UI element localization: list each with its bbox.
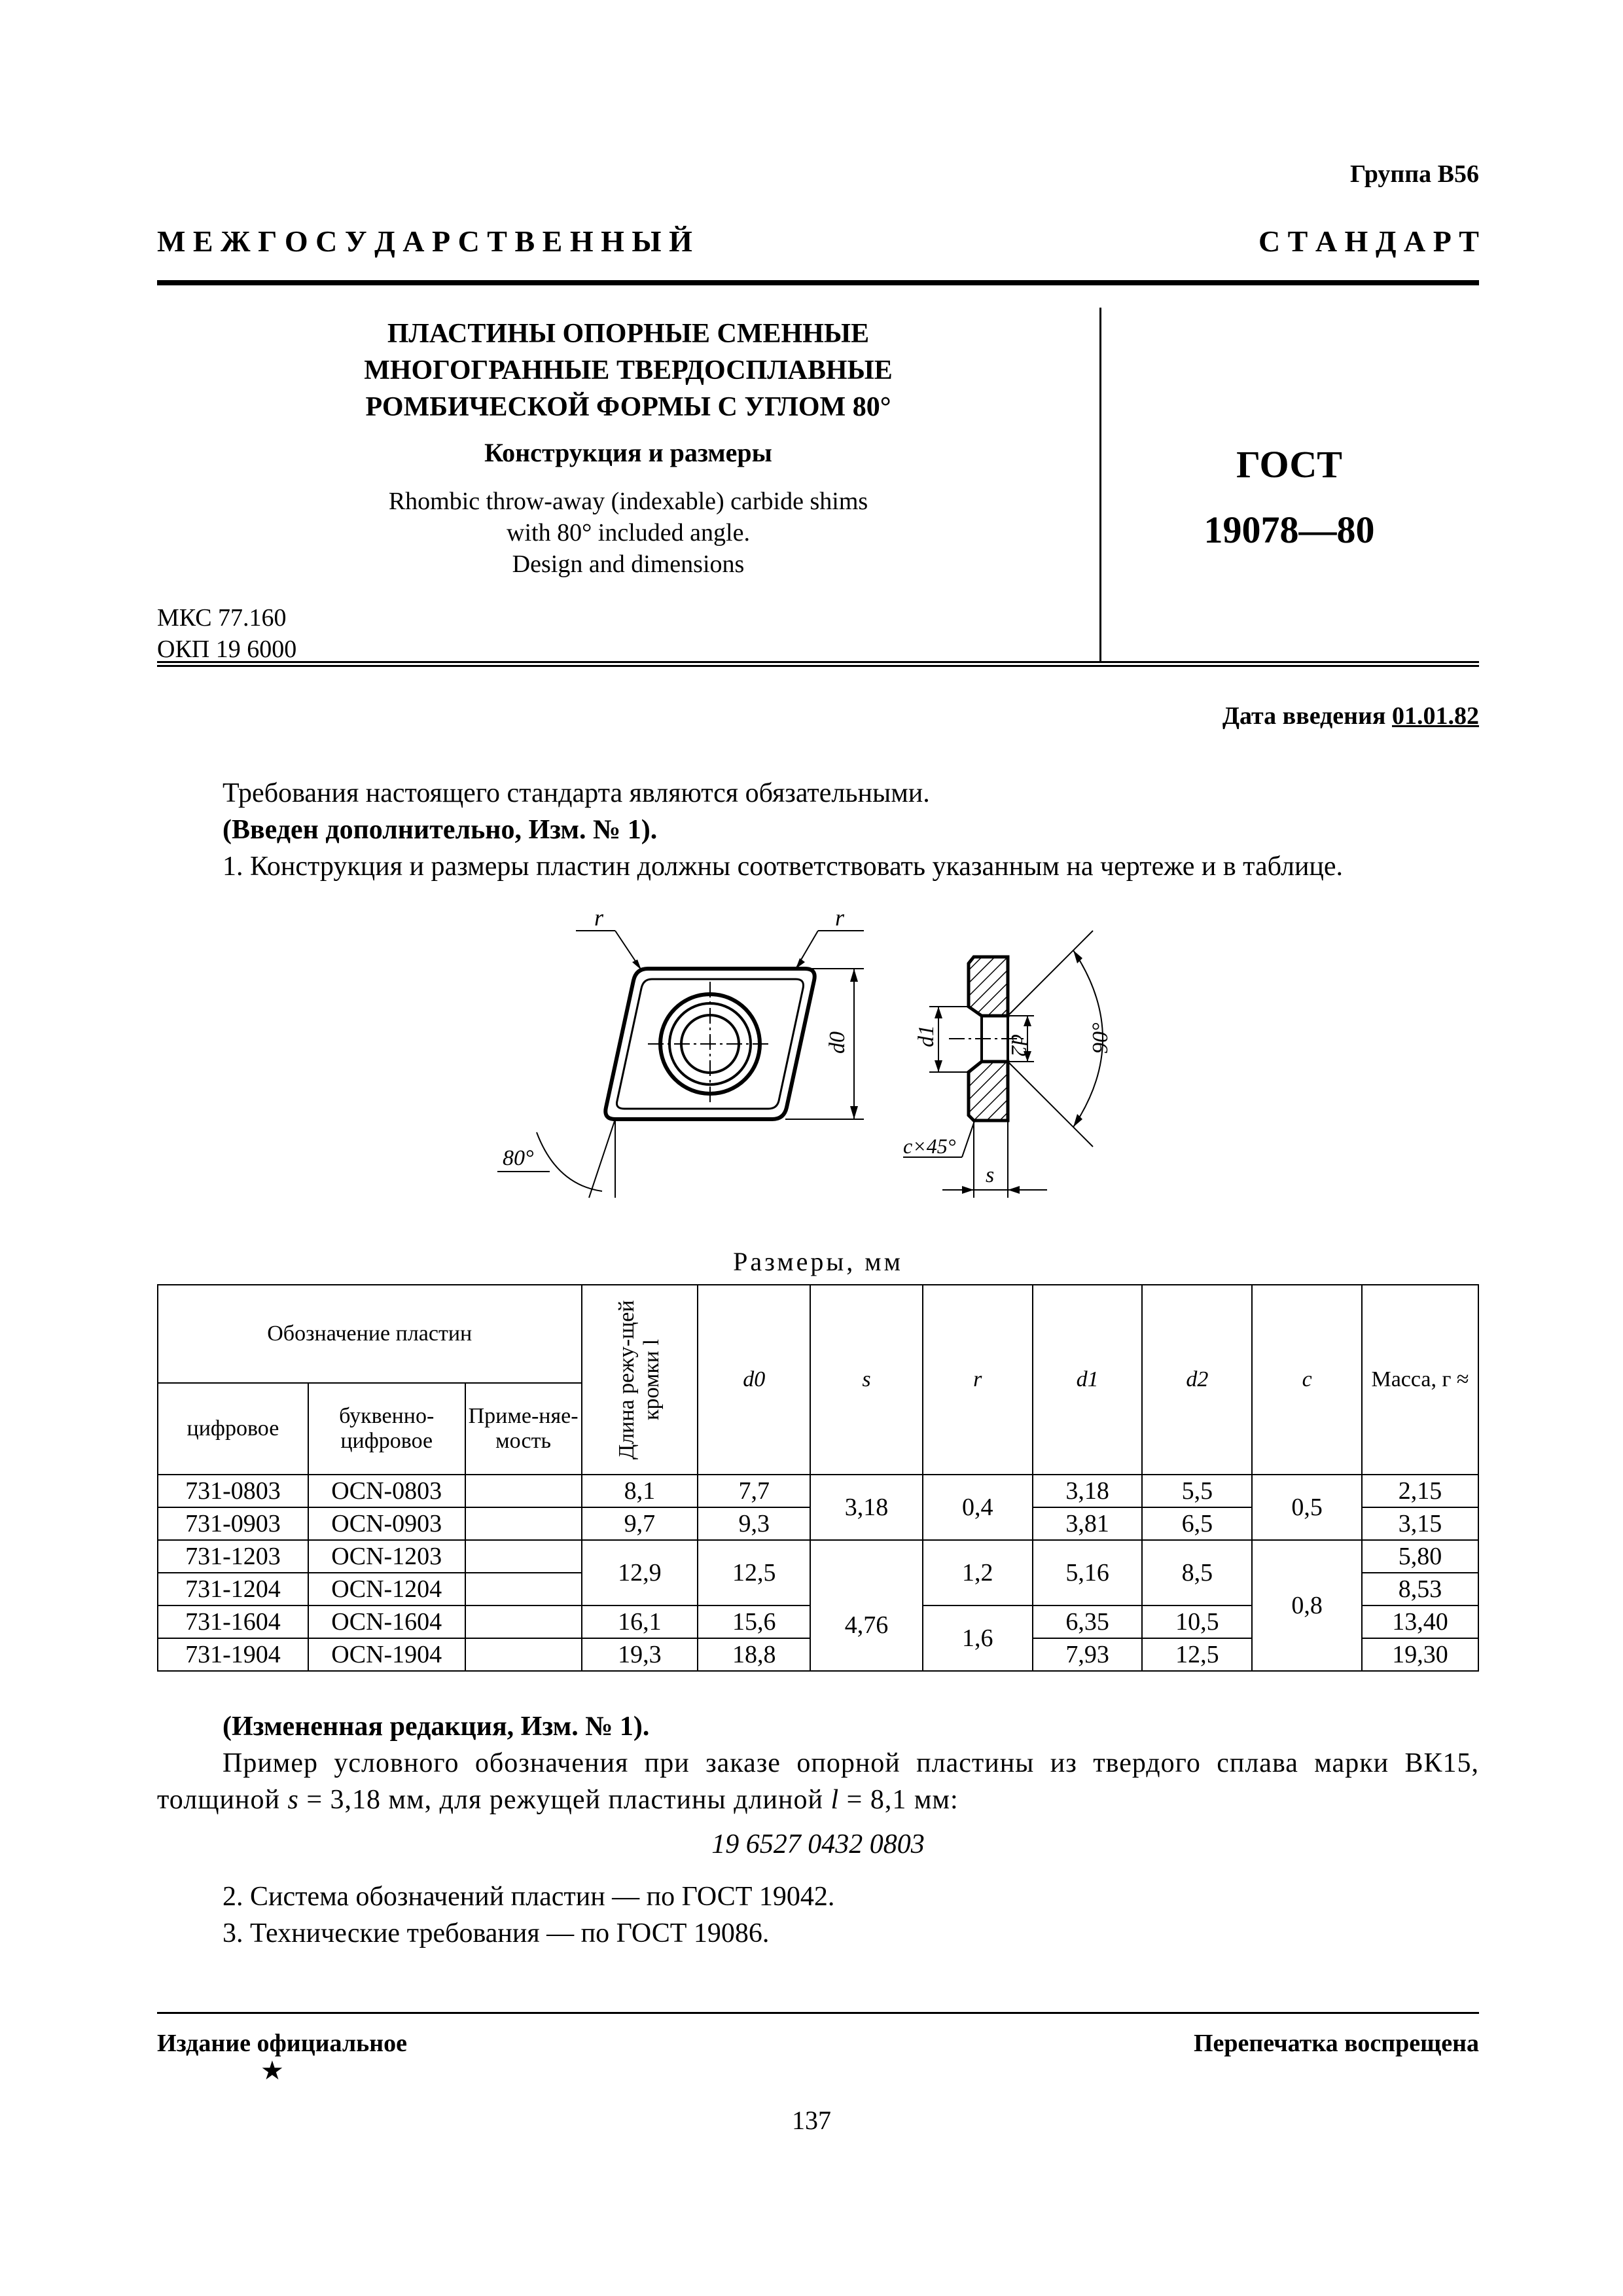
- document-title: [268, 315, 988, 425]
- header-rule: [157, 280, 1479, 285]
- header-digital: цифровое: [158, 1383, 308, 1475]
- label-angle-80: 80°: [503, 1146, 534, 1170]
- document-subtitle: Конструкция и размеры: [484, 438, 772, 467]
- header-bottom-rule: [157, 661, 1479, 667]
- gost-label: ГОСТ: [1236, 443, 1342, 486]
- paragraph-clause-1: 1. Конструкция и размеры пластин должны соответствовать указанным на чертеже и в таблице.: [223, 852, 1344, 882]
- classification-codes: [157, 602, 296, 665]
- cell-mass: 13,40: [1362, 1605, 1478, 1638]
- table-row: [158, 1475, 1478, 1507]
- cell-d0: 18,8: [698, 1638, 810, 1671]
- group-code: Группа В56: [1349, 160, 1479, 188]
- cell-d0: 15,6: [698, 1605, 810, 1638]
- header-d2: d2: [1142, 1285, 1252, 1475]
- english-title: [268, 486, 988, 580]
- plate-front-view: [605, 969, 814, 1119]
- cell-l: 19,3: [582, 1638, 698, 1671]
- label-chamfer: c×45°: [903, 1134, 956, 1158]
- technical-drawing: [484, 897, 1139, 1237]
- paragraph-example: [157, 1745, 1479, 1818]
- cell-alnum: OCN-0903: [308, 1507, 465, 1540]
- date-value: 01.01.82: [1392, 702, 1479, 730]
- paragraph-mandatory: Требования настоящего стандарта являются обязательными.: [223, 778, 930, 808]
- cell-d0: 7,7: [698, 1475, 810, 1507]
- cell-alnum: OCN-1204: [308, 1573, 465, 1605]
- title-line-1: ПЛАСТИНЫ ОПОРНЫЕ СМЕННЫЕ: [387, 319, 870, 349]
- label-r-left: r: [594, 905, 604, 931]
- example-designation: 19 6527 0432 0803: [711, 1829, 925, 1859]
- dimensions-table: [157, 1284, 1479, 1672]
- footer-rule: [157, 2012, 1479, 2014]
- header-applicability: Приме-няе-мость: [465, 1383, 582, 1475]
- cell-applicability: [465, 1475, 582, 1507]
- radius-leaders: [576, 905, 864, 970]
- header-r: r: [923, 1285, 1033, 1475]
- cell-c: 0,5: [1252, 1475, 1362, 1540]
- example-text-c: = 8,1 мм:: [839, 1785, 959, 1815]
- cell-l: 9,7: [582, 1507, 698, 1540]
- paragraph-clause-2: 2. Система обозначений пластин — по ГОСТ 19042.: [223, 1882, 835, 1912]
- cell-alnum: OCN-0803: [308, 1475, 465, 1507]
- gost-number: 19078—80: [1204, 509, 1375, 551]
- cell-digital: 731-1904: [158, 1638, 308, 1671]
- header-d1: d1: [1033, 1285, 1143, 1475]
- cell-digital: 731-0803: [158, 1475, 308, 1507]
- cell-alnum: OCN-1904: [308, 1638, 465, 1671]
- header-cutting-length-text: Длина режу-щей кромки l: [615, 1300, 664, 1460]
- banner-word-2: С Т А Н Д А Р Т: [1258, 224, 1479, 258]
- cell-s: [810, 1540, 923, 1671]
- star-icon: ★: [260, 2056, 284, 2085]
- banner-word-1: М Е Ж Г О С У Д А Р С Т В Е Н Н Ы Й: [157, 224, 692, 258]
- mks-code: МКС 77.160: [157, 604, 287, 632]
- cell-alnum: OCN-1203: [308, 1540, 465, 1573]
- table-caption: Размеры, мм: [733, 1247, 903, 1276]
- label-s: s: [986, 1163, 995, 1187]
- paragraph-clause-3: 3. Технические требования — по ГОСТ 19086.: [223, 1918, 770, 1948]
- example-text-b: = 3,18 мм, для режущей пластины длиной: [298, 1785, 831, 1815]
- example-symbol-l: l: [830, 1785, 840, 1815]
- gost-designation: [1126, 432, 1453, 563]
- cell-applicability: [465, 1605, 582, 1638]
- okp-code: ОКП 19 6000: [157, 636, 297, 663]
- header-cutting-length: [582, 1285, 698, 1475]
- cell-mass: 2,15: [1362, 1475, 1478, 1507]
- label-d1: d1: [914, 1025, 938, 1047]
- cell-d1: 7,93: [1033, 1638, 1143, 1671]
- cell-l: 16,1: [582, 1605, 698, 1638]
- label-d2: d2: [1007, 1034, 1031, 1056]
- cell-applicability: [465, 1540, 582, 1573]
- title-line-2: МНОГОГРАННЫЕ ТВЕРДОСПЛАВНЫЕ: [364, 355, 893, 386]
- cell-mass: 19,30: [1362, 1638, 1478, 1671]
- table-row: [158, 1540, 1478, 1573]
- cell-d0: 12,5: [698, 1540, 810, 1605]
- header-designation: Обозначение пластин: [158, 1285, 582, 1383]
- cell-d0: 9,3: [698, 1507, 810, 1540]
- cell-digital: 731-1204: [158, 1573, 308, 1605]
- chamfer-and-thickness: [903, 1119, 1047, 1198]
- cell-r: 1,2: [923, 1540, 1033, 1605]
- header-d0: d0: [698, 1285, 810, 1475]
- header-alnum: буквенно-цифровое: [308, 1383, 465, 1475]
- example-symbol-s: s: [287, 1785, 299, 1815]
- cell-mass: 8,53: [1362, 1573, 1478, 1605]
- cell-mass: 3,15: [1362, 1507, 1478, 1540]
- cell-digital: 731-0903: [158, 1507, 308, 1540]
- cell-c: 0,8: [1252, 1540, 1362, 1671]
- official-edition: Издание официальное: [157, 2030, 408, 2057]
- header-mass: Масса, г ≈: [1362, 1285, 1478, 1475]
- english-line-1: Rhombic throw-away (indexable) carbide shims: [388, 488, 868, 515]
- cell-s: 3,18: [810, 1475, 923, 1540]
- cell-applicability: [465, 1573, 582, 1605]
- cell-l: 12,9: [582, 1540, 698, 1605]
- label-90: 90°: [1088, 1022, 1113, 1054]
- cell-r: 1,6: [923, 1605, 1033, 1671]
- d0-dimension: [785, 969, 864, 1119]
- cell-d1: 3,81: [1033, 1507, 1143, 1540]
- angle-dimension: [497, 1119, 615, 1198]
- title-line-3: РОМБИЧЕСКОЙ ФОРМЫ С УГЛОМ 80°: [365, 392, 891, 422]
- cell-digital: 731-1203: [158, 1540, 308, 1573]
- cell-d2: 10,5: [1142, 1605, 1252, 1638]
- cell-alnum: OCN-1604: [308, 1605, 465, 1638]
- cell-l: 8,1: [582, 1475, 698, 1507]
- paragraph-amended: (Измененная редакция, Изм. № 1).: [223, 1712, 650, 1742]
- paragraph-added: (Введен дополнительно, Изм. № 1).: [223, 815, 658, 845]
- cell-d1: 3,18: [1033, 1475, 1143, 1507]
- reprint-forbidden: Перепечатка воспрещена: [1193, 2030, 1479, 2057]
- label-r-right: r: [835, 905, 845, 931]
- label-d0: d0: [825, 1031, 849, 1054]
- cell-d2: 5,5: [1142, 1475, 1252, 1507]
- cell-s-value: 4,76: [844, 1611, 889, 1639]
- date-label: Дата введения: [1222, 702, 1386, 730]
- english-line-2: with 80° included angle.: [507, 519, 750, 547]
- header-divider: [1099, 308, 1101, 661]
- header-c: c: [1252, 1285, 1362, 1475]
- cell-d2: 6,5: [1142, 1507, 1252, 1540]
- cell-applicability: [465, 1638, 582, 1671]
- example-text-a: Пример условного обозначения при заказе опорной пластины из твердого сплава марки ВК15, толщиной: [157, 1748, 1479, 1815]
- cell-r: 0,4: [923, 1475, 1033, 1540]
- header-s: s: [810, 1285, 923, 1475]
- page-number: 137: [792, 2106, 831, 2135]
- cell-d1: 5,16: [1033, 1540, 1143, 1605]
- cell-applicability: [465, 1507, 582, 1540]
- standard-banner: [157, 224, 1479, 259]
- d2-dimension: [1007, 1016, 1034, 1062]
- cell-d1: 6,35: [1033, 1605, 1143, 1638]
- cell-digital: 731-1604: [158, 1605, 308, 1638]
- introduction-date: [982, 702, 1479, 730]
- cell-d2: 12,5: [1142, 1638, 1252, 1671]
- english-line-3: Design and dimensions: [512, 550, 745, 578]
- cell-mass: 5,80: [1362, 1540, 1478, 1573]
- cell-d2: 8,5: [1142, 1540, 1252, 1605]
